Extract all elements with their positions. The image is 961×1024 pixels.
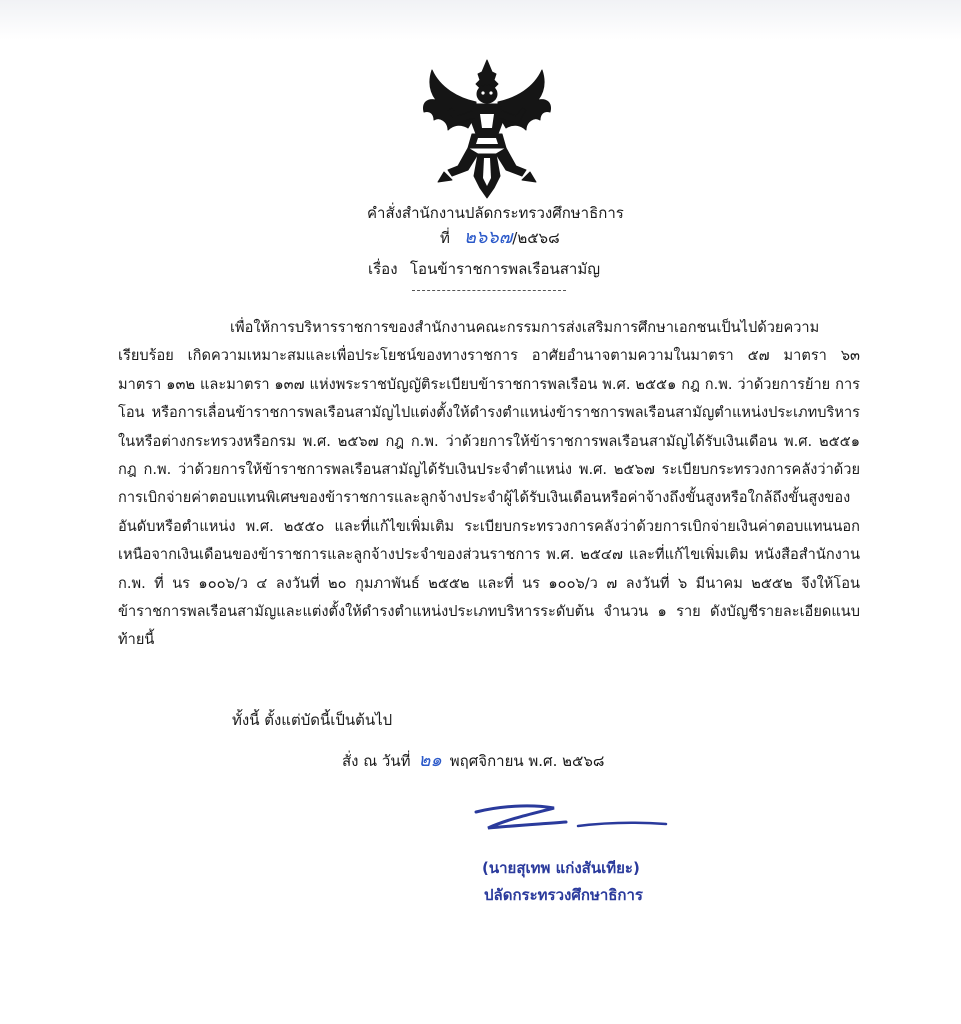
order-date-month-year: พฤศจิกายน พ.ศ. ๒๕๖๘ <box>449 752 605 770</box>
subject-label: เรื่อง <box>368 260 398 278</box>
effective-clause: ทั้งนี้ ตั้งแต่บัดนี้เป็นต้นไป <box>232 711 393 729</box>
header-divider <box>412 290 566 291</box>
garuda-emblem-icon <box>418 58 556 200</box>
order-date-day-handwritten: ๒๑ <box>418 750 442 771</box>
signature-icon <box>470 800 670 840</box>
signer-name: (นายสุเทพ แก่งสันเทียะ) <box>482 859 640 877</box>
order-number-handwritten: ๒๖๖๗ <box>464 227 513 248</box>
order-date <box>342 745 612 774</box>
order-number-year: /๒๕๖๘ <box>512 229 560 247</box>
order-body-paragraph: เพื่อให้การบริหารราชการของสำนักงานคณะกรรมการส่งเสริมการศึกษาเอกชนเป็นไปด้วยความเรียบร้อย เกิดความเหมาะสมและเพื่อประโยชน์ของทางราชการ อาศัยอำนาจตามความในมาตรา ๕๗ มาตรา ๖๓ มาตรา ๑๓๒ และมาตรา ๑๓๗ แห่งพระราชบัญญัติระเบียบข้าราชการพลเรือน พ.ศ. ๒๕๕๑ กฎ ก.พ. ว่าด้วยการย้าย การโอน หรือการเลื่อนข้าราชการพลเรือนสามัญไปแต่งตั้งให้ดำรงตำแหน่งข้าราชการพลเรือนสามัญตำแหน่งประเภทบริหารในหรือต่างกระทรวงหรือกรม พ.ศ. ๒๕๖๗ กฎ ก.พ. ว่าด้วยการให้ข้าราชการพลเรือนสามัญได้รับเงินเดือน พ.ศ. ๒๕๕๑ กฎ ก.พ. ว่าด้วยการให้ข้าราชการพลเรือนสามัญได้รับเงินประจำตำแหน่ง พ.ศ. ๒๕๖๗ ระเบียบกระทรวงการคลังว่าด้วยการเบิกจ่ายค่าตอบแทนพิเศษของข้าราชการและลูกจ้างประจำผู้ได้รับเงินเดือนหรือค่าจ้างถึงขั้นสูงหรือใกล้ถึงขั้นสูงของอันดับหรือตำแหน่ง พ.ศ. ๒๕๕๐ และที่แก้ไขเพิ่มเติม ระเบียบกระทรวงการคลังว่าด้วยการเบิกจ่ายเงินค่าตอบแทนนอกเหนือจากเงินเดือนของข้าราชการและลูกจ้างประจำของส่วนราชการ พ.ศ. ๒๕๔๗ และที่แก้ไขเพิ่มเติม หนังสือสำนักงาน ก.พ. ที่ นร ๑๐๐๖/ว ๔ ลงวันที่ ๒๐ กุมภาพันธ์ ๒๕๕๒ และที่ นร ๑๐๐๖/ว ๗ ลงวันที่ ๖ มีนาคม ๒๕๕๒ จึงให้โอนข้าราชการพลเรือนสามัญและแต่งตั้งให้ดำรงตำแหน่งประเภทบริหารระดับต้น จำนวน ๑ ราย ดังบัญชีรายละเอียดแนบท้ายนี้ <box>118 319 860 649</box>
order-title: คำสั่งสำนักงานปลัดกระทรวงศึกษาธิการ <box>367 204 624 222</box>
subject-line <box>368 259 600 279</box>
order-date-prefix: สั่ง ณ วันที่ <box>342 752 411 770</box>
order-number-label: ที่ <box>440 229 450 247</box>
scan-shadow <box>0 0 961 40</box>
subject-text: โอนข้าราชการพลเรือนสามัญ <box>410 260 600 278</box>
order-number <box>440 228 560 248</box>
signer-title: ปลัดกระทรวงศึกษาธิการ <box>484 886 643 904</box>
